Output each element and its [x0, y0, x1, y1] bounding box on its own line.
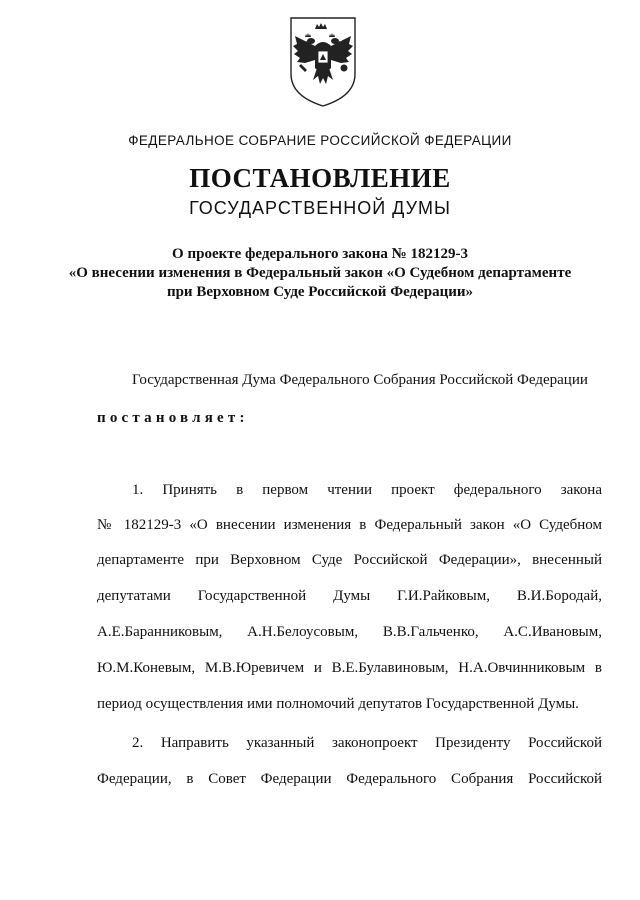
paragraph-line: А.Е.Баранниковым, А.Н.Белоусовым, В.В.Гальченко, А.С.Ивановым,	[97, 624, 602, 640]
paragraph-line: № 182129-3 «О внесении изменения в Федеральный закон «О Судебном	[97, 517, 602, 533]
double-headed-eagle-coat-of-arms-icon	[287, 16, 359, 108]
paragraph-line: Ю.М.Коневым, М.В.Юревичем и В.Е.Булавиновым, Н.А.Овчинниковым в	[97, 660, 602, 676]
resolves-word: постановляет:	[97, 410, 249, 426]
document-type-title: ПОСТАНОВЛЕНИЕ	[189, 163, 451, 193]
paragraph-line: 2. Направить указанный законопроект Президенту Российской	[132, 735, 602, 751]
paragraph-line: период осуществления ими полномочий депутатов Государственной Думы.	[97, 696, 579, 712]
document-subject	[0, 245, 640, 302]
paragraph-line: 1. Принять в первом чтении проект федерального закона	[132, 482, 602, 498]
subject-line: при Верховном Суде Российской Федерации»	[166, 284, 474, 300]
paragraph-line: департаменте при Верховном Суде Российской Федерации», внесенный	[97, 552, 602, 568]
paragraph-line: депутатами Государственной Думы Г.И.Райковым, В.И.Бородай,	[97, 588, 602, 604]
parliament-name: ФЕДЕРАЛЬНОЕ СОБРАНИЕ РОССИЙСКОЙ ФЕДЕРАЦИИ	[128, 133, 512, 148]
preamble-text: Государственная Дума Федерального Собрания Российской Федерации	[132, 372, 588, 388]
subject-line: «О внесении изменения в Федеральный закон «О Судебном департаменте	[68, 265, 572, 281]
subject-line: О проекте федерального закона № 182129-3	[172, 246, 468, 262]
issuing-body-title: ГОСУДАРСТВЕННОЙ ДУМЫ	[189, 198, 451, 218]
paragraph-line: Федерации, в Совет Федерации Федерального Собрания Российской	[97, 771, 602, 787]
